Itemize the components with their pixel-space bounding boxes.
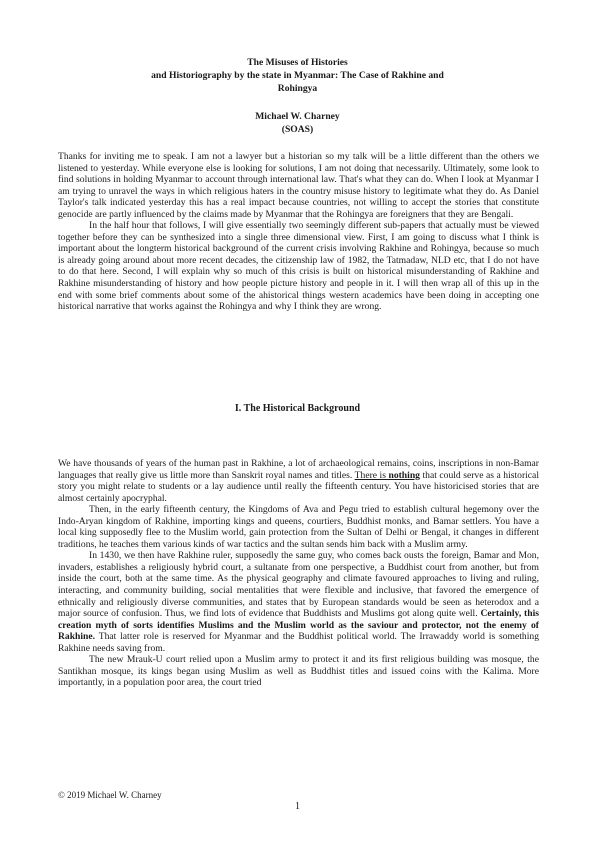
paragraph-text: That latter role is reserved for Myanmar and the Buddhist political world. The Irrawaddy world is something Rakhine needs saving from.: [58, 631, 539, 654]
author-affiliation: (SOAS): [281, 124, 314, 135]
paragraph-text: In 1430, we then have Rakhine ruler, supposedly the same guy, who comes back ousts the foreign, Bamar and Mon, invaders, establishes a religiously hybrid court, a sultanate from one perspective, a Buddhist court from another, but from inside the court, both at the same time. As the physical geography and climate favoured approaches to living and ruling, interacting, and community building, social mentalities that were flexible and inclusive, that favored the emergence of ethnically and religiously diverse communities, and states that by European standards would be seen as heterodox and a major source of confusion. Thus, we find lots of evidence that Buddhists and Muslims got along quite well.: [58, 550, 539, 620]
section-paragraph-1: [58, 458, 539, 504]
paragraph-text: We have thousands of years of the human past in Rakhine, a lot of archaeological remains, coins, inscriptions in non-Bamar languages that really give us little more than Sanskrit royal names and titles.: [58, 458, 539, 481]
paper-title: [60, 56, 535, 95]
title-line-2: and Historiography by the state in Myanmar: The Case of Rakhine and: [151, 70, 444, 81]
title-line-1: The Misuses of Histories: [247, 57, 348, 68]
underlined-text: There is: [354, 469, 389, 481]
section-paragraph-2: Then, in the early fifteenth century, the Kingdoms of Ava and Pegu tried to establish cultural hegemony over the Indo-Aryan kingdom of Rakhine, importing kings and queens, courtiers, Buddhist monks, and Bamar settlers. You have a local king supposedly flee to the Muslim world, gain protection from the Sultan of Delhi or Bengal, it changes in different traditions, he teaches them various kinds of war tactics and the sultan sends him back with a Muslim army.: [58, 504, 539, 550]
emphasized-text: nothing: [388, 469, 420, 481]
author-name: Michael W. Charney: [255, 111, 340, 122]
title-line-3: Rohingya: [277, 83, 318, 94]
section-paragraph-4: The new Mrauk-U court relied upon a Muslim army to protect it and its first religious building was mosque, the Santikhan mosque, its kings began using Muslim as well as Buddhist titles and issued coins with the Kalima. More importantly, in a population poor area, the court tried: [58, 654, 539, 689]
section-paragraph-3: [58, 550, 539, 654]
intro-section: [58, 151, 539, 313]
historical-background-section: [58, 458, 539, 689]
copyright-footer: © 2019 Michael W. Charney: [58, 790, 162, 800]
intro-paragraph-1: Thanks for inviting me to speak. I am not a lawyer but a historian so my talk will be a little different than the others we listened to yesterday. While everyone else is looking for solutions, I am not doing that necessarily. Ultimately, some look to find solutions in holding Myanmar to account through international law. That's what they can do. When I look at Myanmar I am trying to unravel the ways in which religious haters in the country misuse history to legitimate what they do. As Daniel Taylor's talk indicated yesterday this has a real impact because countries, not willing to accept the stories that constitute genocide are partly influenced by the claims made by Myanmar that the Rohingya are foreigners that they are Bengali.: [58, 151, 539, 220]
author-block: [60, 110, 535, 136]
paragraph-text: that could serve as a historical story you might relate to students or a lay audience until really the fifteenth century. You have historicised stories that are almost certainly apocryphal.: [58, 469, 539, 504]
intro-paragraph-2: In the half hour that follows, I will give essentially two seemingly different sub-papers that actually must be viewed together before they can be synthesized into a single three dimensional view. First, I am going to discuss what I think is important about the longterm historical background of the current crisis involving Rakhine and Rohingya, because so much is already going around about more recent decades, the citizenship law of 1982, the Tatmadaw, NLD etc, that I do not have to do that here. Second, I will explain why so much of this crisis is built on historical misunderstanding of Rakhine and Rakhine misunderstanding of history and how people picture history and people in it. I will then wrap all of this up in the end with some brief comments about some of the ahistorical things western academics have been doing in accepting one historical narrative that works against the Rohingya and why I think they are wrong.: [58, 220, 539, 313]
bold-text: Certainly, this creation myth of sorts identifies Muslims and the Muslim world as the saviour and protector, not the enemy of Rakhine.: [58, 608, 539, 643]
section-heading: I. The Historical Background: [234, 403, 361, 414]
page-number: 1: [295, 801, 300, 812]
